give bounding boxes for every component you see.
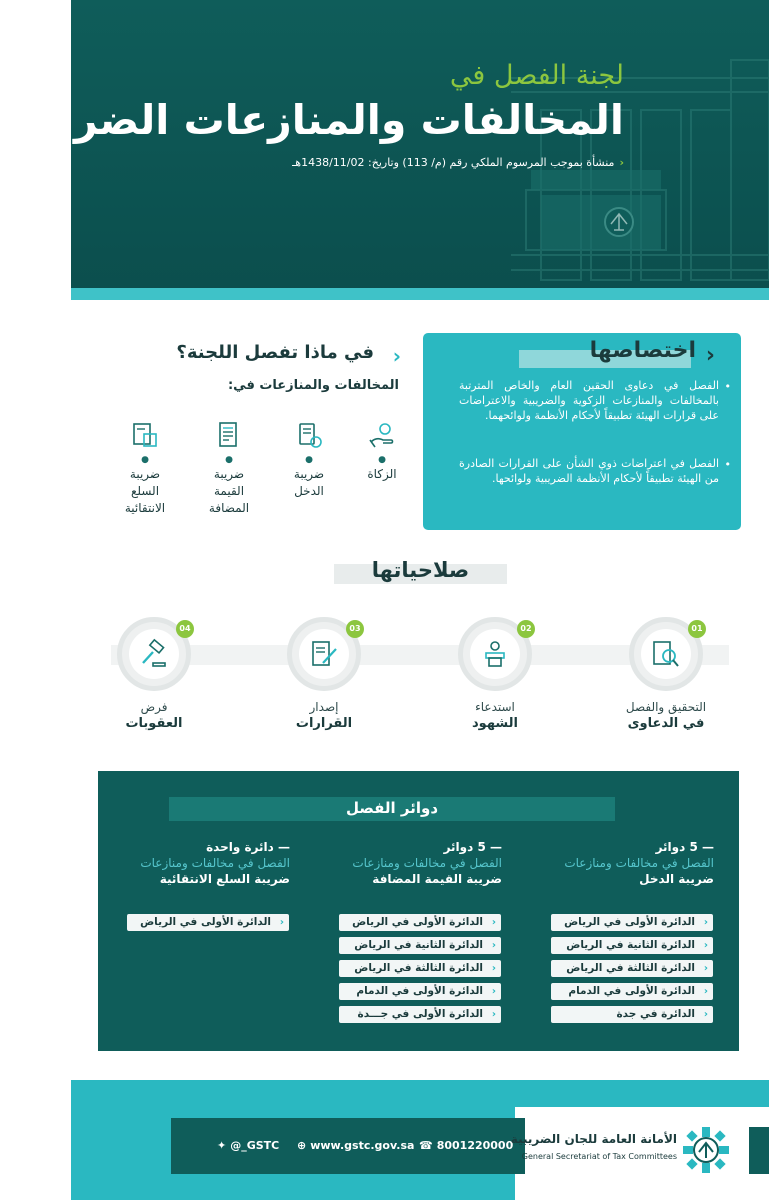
chamber-count: — دائرة واحدة [206,840,290,854]
decides-title: في ماذا تفصل اللجنة؟ [176,342,374,363]
twitter-icon: ✦ [217,1139,227,1152]
chevron-left-icon: ‹ [705,343,715,368]
tax-item-vat [189,420,269,517]
chevron-left-icon: ‹ [491,1009,496,1020]
gstc-logo-icon [681,1125,731,1175]
chamber-pill [339,960,501,977]
power-number-badge: 01 [688,620,706,638]
tax-label: الانتقائية [124,501,166,515]
org-name-english: General Secretariat of Tax Committees [521,1152,677,1161]
bullet-icon: • [724,458,731,471]
bullet-icon: ● [305,455,313,465]
power-item-04 [84,617,224,733]
power-number-badge: 03 [346,620,364,638]
power-number-badge: 02 [517,620,535,638]
chevron-left-icon: ‹ [491,986,496,997]
chamber-pill-label: الدائرة في جدة [616,1008,695,1020]
power-label: التحقيق والفصل [625,700,707,714]
chevron-left-icon: ‹ [619,156,624,169]
chamber-pill [127,914,289,931]
chamber-desc: الفصل في مخالفات ومنازعات [140,856,290,870]
power-circle [458,617,532,691]
tax-label: ضريبة [213,467,245,481]
chamber-pill [551,937,713,954]
chevron-left-icon: ‹ [703,940,708,951]
power-label-bold: في الدعاوى [627,716,705,731]
chevron-left-icon: ‹ [491,917,496,928]
chamber-pill [339,983,501,1000]
phone-text: 8001220000 [436,1139,514,1152]
power-label: استدعاء [475,700,515,714]
chamber-tax: ضريبة السلع الانتقائية [159,872,290,886]
bullet-icon: ● [141,455,149,465]
power-circle [629,617,703,691]
power-number-badge: 04 [176,620,194,638]
chamber-pill [339,914,501,931]
footer-twitter[interactable] [217,1139,279,1152]
powers-title: صلاحياتها [371,558,470,582]
org-name-arabic: الأمانة العامة للجان الضريبية [510,1132,677,1146]
specialty-item [459,378,731,423]
chamber-desc: الفصل في مخالفات ومنازعات [352,856,502,870]
chevron-left-icon: ‹ [392,344,401,368]
chamber-column-vat [302,840,502,887]
chamber-pill-label: الدائرة الثالثة في الرياض [566,962,695,974]
power-item-03 [254,617,394,733]
decides-subtitle: المخالفات والمنازعات في: [227,378,399,393]
footer-accent-block [749,1127,769,1174]
twitter-text: @_GSTC [230,1139,280,1152]
document-pen-icon [309,639,339,669]
power-item-02 [425,617,565,733]
bullet-icon: • [724,380,731,393]
chevron-left-icon: ‹ [703,1009,708,1020]
chamber-pill [551,983,713,1000]
header-accent-strip [71,288,769,300]
tax-label: ضريبة [129,467,161,481]
tax-label: القيمة [213,484,245,498]
chamber-pill-label: الدائرة الأولى في الرياض [564,916,695,928]
chamber-pill-label: الدائرة الأولى في الدمام [356,985,483,997]
tax-label: السلع [130,484,160,498]
chamber-count: — 5 دوائر [655,840,714,854]
witness-podium-icon [480,639,510,669]
globe-icon: ⊕ [297,1139,307,1152]
bullet-icon: ● [225,455,233,465]
chevron-left-icon: ‹ [279,917,284,928]
chamber-count: — 5 دوائر [443,840,502,854]
chamber-pill [339,937,501,954]
header-title: المخالفات والمنازعات الضريبية [0,96,624,144]
chamber-pill-label: الدائرة الأولى في الرياض [352,916,483,928]
chamber-column-excise [90,840,290,887]
chamber-pill-label: الدائرة الأولى في الدمام [568,985,695,997]
chamber-pill [551,960,713,977]
chamber-tax: ضريبة القيمة المضافة [372,872,502,886]
zakat-hand-icon [367,420,397,450]
gavel-icon [139,639,169,669]
phone-icon: ☎ [419,1139,433,1152]
power-label-bold: العقوبات [125,716,183,731]
court-building-illustration [71,0,769,288]
chamber-pill-label: الدائرة الثانية في الرياض [354,939,483,951]
tax-label: الزكاة [367,467,397,481]
header-subtitle: لجنة الفصل في [449,60,624,91]
footer-phone[interactable] [419,1139,513,1152]
footer-website[interactable] [297,1139,414,1152]
chambers-title: دوائر الفصل [345,799,439,817]
income-calculator-icon [294,420,324,450]
chamber-pill [551,914,713,931]
chamber-desc: الفصل في مخالفات ومنازعات [564,856,714,870]
chevron-left-icon: ‹ [703,917,708,928]
tax-label: المضافة [208,501,250,515]
tax-label: ضريبة [293,467,325,481]
header-banner [0,0,769,300]
chamber-pill [339,1006,501,1023]
chamber-pill-label: الدائرة الثانية في الرياض [566,939,695,951]
invoice-icon [214,420,244,450]
tax-label: الدخل [294,484,324,498]
chamber-column-income [514,840,714,887]
website-text: www.gstc.gov.sa [310,1139,415,1152]
chevron-left-icon: ‹ [491,963,496,974]
chamber-pill [551,1006,713,1023]
power-circle [287,617,361,691]
power-label: إصدار [309,700,339,714]
bullet-icon: ● [378,455,386,465]
power-label: فرض [140,700,168,714]
tax-item-zakat [342,420,422,483]
specialty-text: الفصل في دعاوى الحقين العام والخاص المترتبة بالمخالفات والمنازعات الزكوية والضريبية والاعتراضات على قرارات الهيئة تطبيقاً لأحكام الأنظمة ولوائحهما. [459,379,719,422]
chamber-tax: ضريبة الدخل [639,872,714,886]
chevron-left-icon: ‹ [703,986,708,997]
tax-item-excise [105,420,185,517]
power-item-01 [596,617,736,733]
specialty-text: الفصل في اعتراضات ذوي الشأن على القرارات الصادرة من الهيئة تطبيقاً لأحكام الأنظمة الضريبية ولوائحها. [459,457,719,485]
chevron-left-icon: ‹ [703,963,708,974]
chamber-pill-label: الدائرة الأولى في الرياض [140,916,271,928]
goods-document-icon [130,420,160,450]
power-label-bold: القرارات [295,716,353,731]
specialties-title: اختصاصها [589,338,696,363]
chamber-pill-label: الدائرة الأولى في جـــدة [357,1008,483,1020]
magnifier-document-icon [651,639,681,669]
tax-item-income [269,420,349,500]
power-circle [117,617,191,691]
chamber-pill-label: الدائرة الثالثة في الرياض [354,962,483,974]
specialty-item [459,456,731,486]
chevron-left-icon: ‹ [491,940,496,951]
decree-text: منشأة بموجب المرسوم الملكي رقم (م/ 113) وتاريخ: 1438/11/02هـ [292,156,615,169]
decree-line [292,156,624,169]
power-label-bold: الشهود [472,716,518,731]
